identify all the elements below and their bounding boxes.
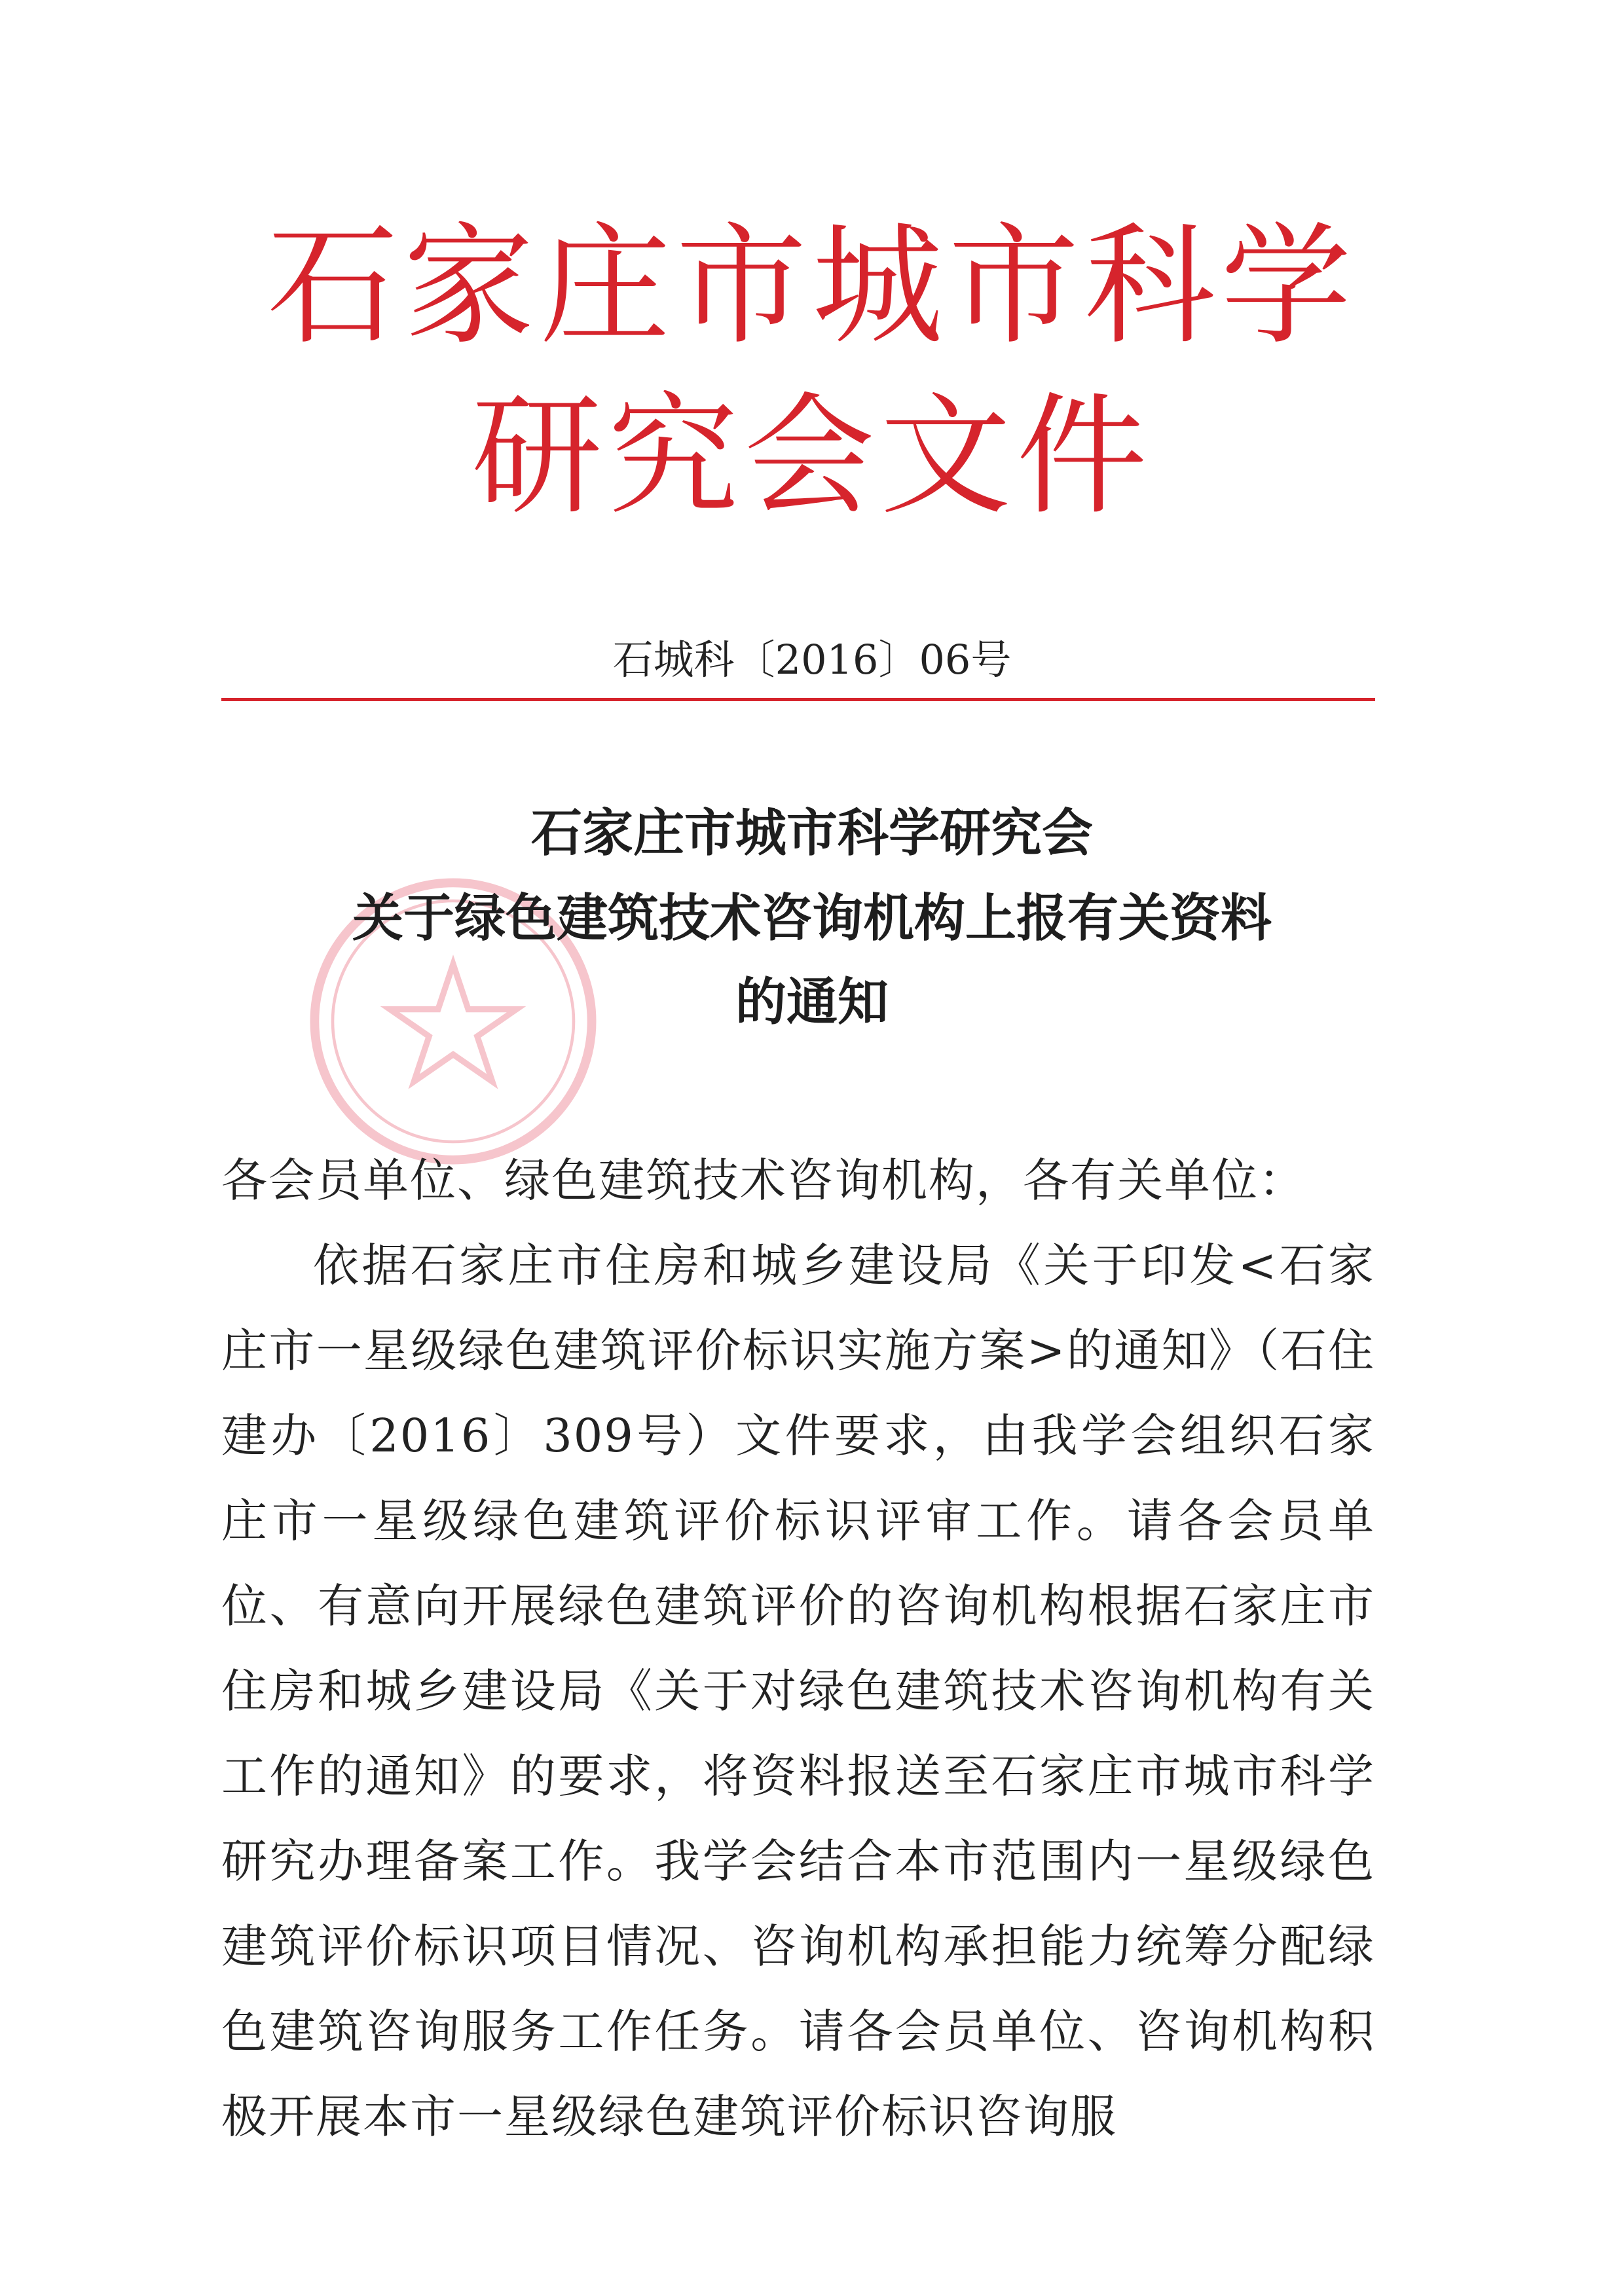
document-number: 石城科〔2016〕06号 <box>612 636 1012 683</box>
body-paragraph: 依据石家庄市住房和城乡建设局《关于印发<石家庄市一星级绿色建筑评价标识实施方案>的通知》（石住建办〔2016〕309号）文件要求，由我学会组织石家庄市一星级绿色建筑评价标识评审工作。请各会员单位、有意向开展绿色建筑评价的咨询机构根据石家庄市住房和城乡建设局《关于对绿色建筑技术咨询机构有关工作的通知》的要求，将资料报送至石家庄市城市科学研究办理备案工作。我学会结合本市范围内一星级绿色建筑评价标识项目情况、咨询机构承担能力统筹分配绿色建筑咨询服务工作任务。请各会员单位、咨询机构积极开展本市一星级绿色建筑评价标识咨询服 <box>221 1239 1375 2143</box>
red-header-line-2: 研究会文件 <box>471 380 1153 533</box>
salutation: 各会员单位、绿色建筑技术咨询机构，各有关单位： <box>221 1154 1306 1207</box>
red-header-line-1: 石家庄市城市科学 <box>267 210 1357 363</box>
notice-title-line-3: 的通知 <box>735 973 889 1032</box>
notice-title-line-1: 石家庄市城市科学研究会 <box>530 804 1093 863</box>
red-divider-line <box>221 698 1375 701</box>
notice-title-line-2: 关于绿色建筑技术咨询机构上报有关资料 <box>352 889 1272 948</box>
